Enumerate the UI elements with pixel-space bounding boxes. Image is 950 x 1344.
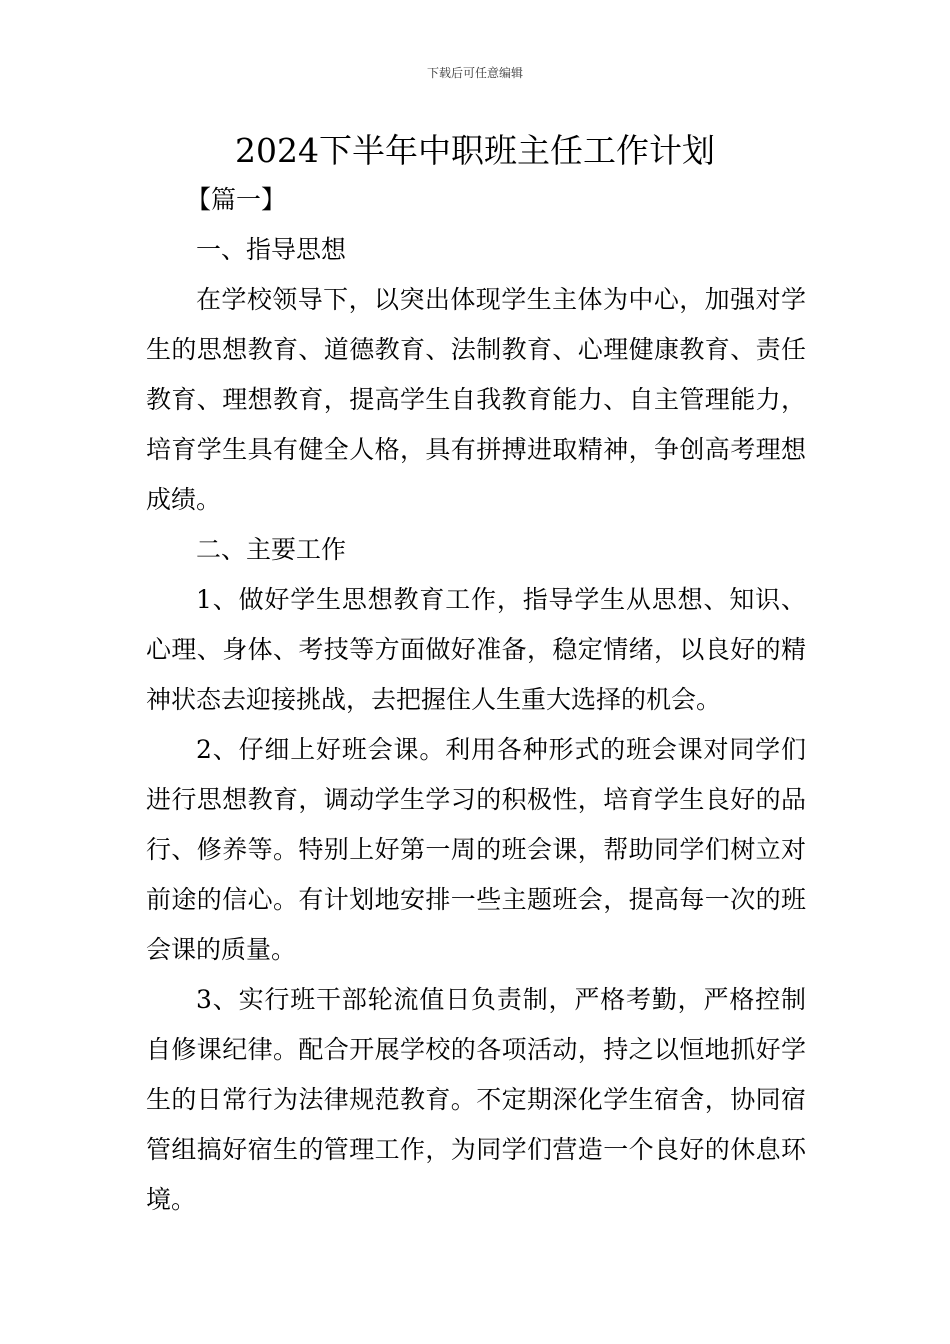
page-header: 下载后可任意编辑 [426, 66, 523, 80]
paragraph-item-1: 1、做好学生思想教育工作，指导学生从思想、知识、心理、身体、考技等方面做好准备，稳定情绪，以良好的精神状态去迎接挑战，去把握住人生重大选择的机会。 [146, 585, 806, 714]
paragraph-item-3: 3、实行班干部轮流值日负责制，严格考勤，严格控制自修课纪律。配合开展学校的各项活动，持之以恒地抓好学生的日常行为法律规范教育。不定期深化学生宿舍，协同宿管组搞好宿生的管理工作，为同学们营造一个良好的休息环境。 [146, 985, 806, 1214]
section-label: 【篇一】 [186, 185, 287, 214]
document-body [146, 175, 806, 1225]
section-heading-guiding-thought: 一、指导思想 [196, 235, 347, 264]
section-heading-main-work: 二、主要工作 [196, 535, 347, 564]
paragraph-item-2: 2、仔细上好班会课。利用各种形式的班会课对同学们进行思想教育，调动学生学习的积极性，培育学生良好的品行、修养等。特别上好第一周的班会课，帮助同学们树立对前途的信心。有计划地安排一些主题班会，提高每一次的班会课的质量。 [146, 735, 806, 964]
document-title: 2024下半年中职班主任工作计划 [235, 131, 715, 170]
paragraph-guiding-thought: 在学校领导下，以突出体现学生主体为中心，加强对学生的思想教育、道德教育、法制教育、心理健康教育、责任教育、理想教育，提高学生自我教育能力、自主管理能力，培育学生具有健全人格，具有拼搏进取精神，争创高考理想成绩。 [146, 285, 806, 514]
